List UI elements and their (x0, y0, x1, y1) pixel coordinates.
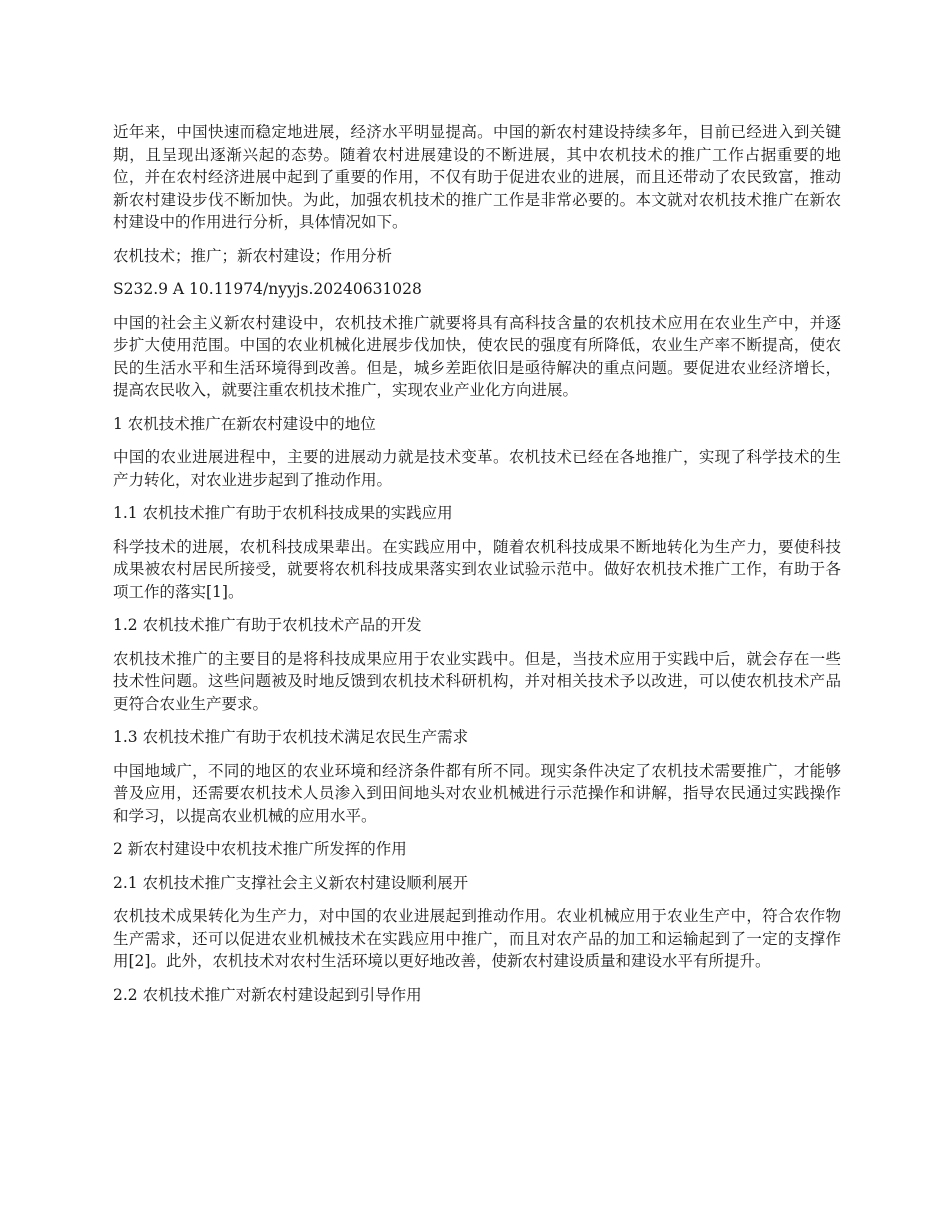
section-heading-1-1: 1.1 农机技术推广有助于农机科技成果的实践应用 (113, 504, 453, 522)
keywords-line: 农机技术；推广；新农村建设；作用分析 (113, 246, 393, 265)
document-page (113, 121, 841, 1017)
section-text-2-1: 农机技术成果转化为生产力，对中国的农业进展起到推动作用。农业机械应用于农业生产中，符合农作物生产需求，还可以促进农业机械技术在实践应用中推广，而且对农产品的加工和运输起到了一定的支撑作用[2]。此外，农机技术对农村生活环境以更好地改善，使新农村建设质量和建设水平有所提升。 (113, 907, 841, 970)
section-heading-1-3: 1.3 农机技术推广有助于农机技术满足农民生产需求 (113, 728, 469, 746)
section-text-1-3: 中国地域广，不同的地区的农业环境和经济条件都有所不同。现实条件决定了农机技术需要推广，才能够普及应用，还需要农机技术人员渗入到田间地头对农业机械进行示范操作和讲解，指导农民通过实践操作和学习，以提高农业机械的应用水平。 (113, 761, 841, 825)
section-text-1: 中国的农业进展进程中，主要的进展动力就是技术变革。农机技术已经在各地推广，实现了科学技术的生产力转化，对农业进步起到了推动作用。 (113, 448, 841, 489)
section-text-1-1: 科学技术的进展，农机科技成果辈出。在实践应用中，随着农机科技成果不断地转化为生产力，要使科技成果被农村居民所接受，就要将农机科技成果落实到农业试验示范中。做好农机技术推广工作，有助于各项工作的落实[1]。 (113, 537, 841, 601)
abstract-paragraph: 近年来，中国快速而稳定地进展，经济水平明显提高。中国的新农村建设持续多年，目前已经进入到关键期，且呈现出逐渐兴起的态势。随着农村进展建设的不断进展，其中农机技术的推广工作占据重要的地位，并在农村经济进展中起到了重要的作用，不仅有助于促进农业的进展，而且还带动了农民致富，推动新农村建设步伐不断加快。为此，加强农机技术的推广工作是非常必要的。本文就对农机技术推广在新农村建设中的作用进行分析，具体情况如下。 (113, 123, 841, 231)
section-heading-1-2: 1.2 农机技术推广有助于农机技术产品的开发 (113, 616, 422, 634)
section-text-1-2: 农机技术推广的主要目的是将科技成果应用于农业实践中。但是，当技术应用于实践中后，就会存在一些技术性问题。这些问题被及时地反馈到农机技术科研机构，并对相关技术予以改进，可以使农机技术产品更符合农业生产要求。 (113, 649, 841, 713)
classification-line: S232.9 A 10.11974/nyyjs.20240631028 (113, 280, 422, 298)
section-heading-2: 2 新农村建设中农机技术推广所发挥的作用 (113, 840, 407, 858)
intro-paragraph: 中国的社会主义新农村建设中，农机技术推广就要将具有高科技含量的农机技术应用在农业生产中，并逐步扩大使用范围。中国的农业机械化进展步伐加快，使农民的强度有所降低，农业生产率不断提高，使农民的生活水平和生活环境得到改善。但是，城乡差距依旧是亟待解决的重点问题。要促进农业经济增长，提高农民收入，就要注重农机技术推广，实现农业产业化方向进展。 (113, 313, 841, 399)
section-heading-2-2: 2.2 农机技术推广对新农村建设起到引导作用 (113, 985, 422, 1004)
section-heading-2-1: 2.1 农机技术推广支撑社会主义新农村建设顺利展开 (113, 873, 469, 892)
section-heading-1: 1 农机技术推广在新农村建设中的地位 (113, 414, 376, 433)
